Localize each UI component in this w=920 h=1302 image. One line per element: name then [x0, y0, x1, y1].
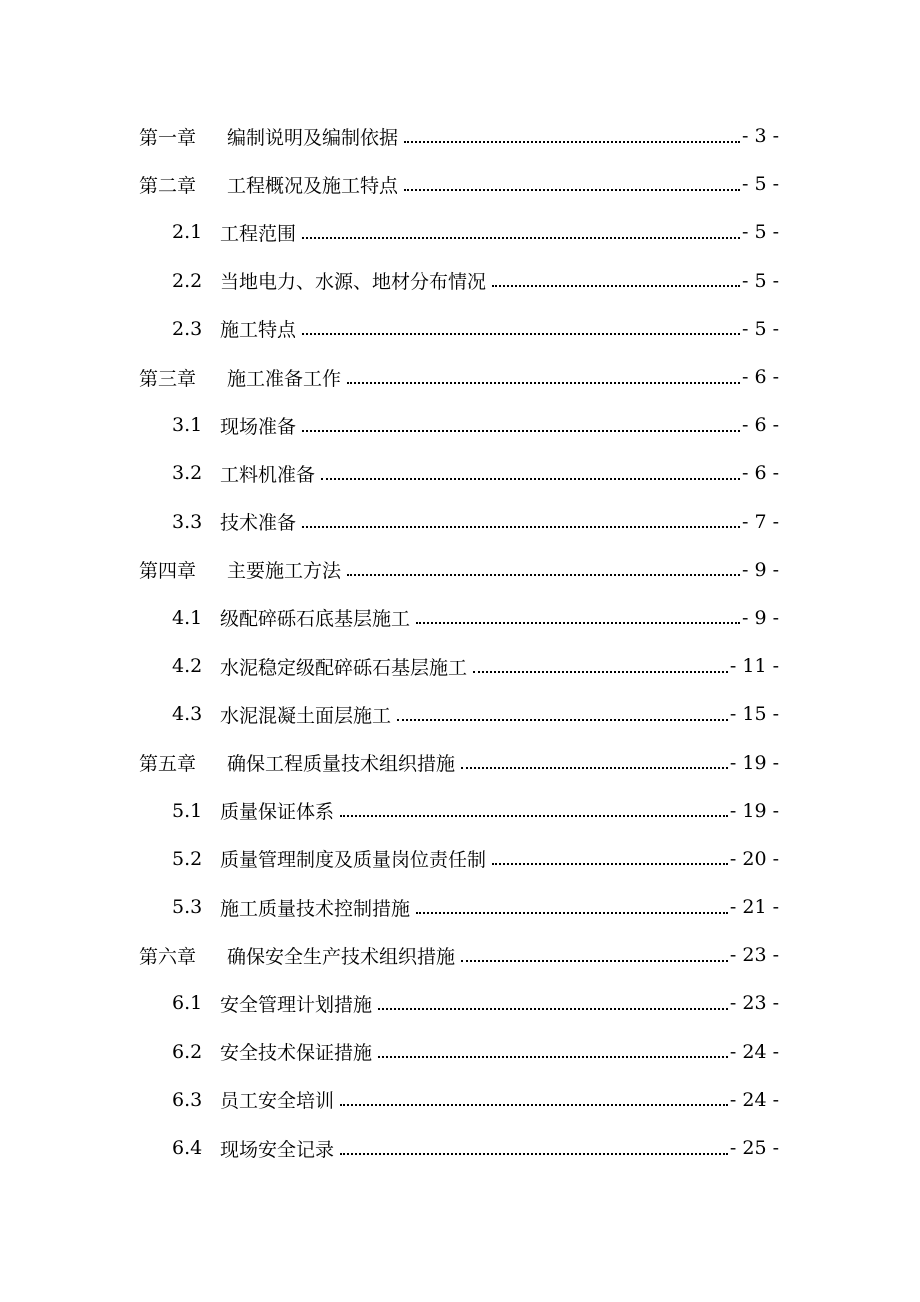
toc-chapter-entry[interactable] — [0, 738, 920, 786]
toc-page-number: - 21 - — [729, 896, 779, 919]
toc-page-number: - 6 - — [741, 462, 779, 485]
toc-chapter-entry[interactable] — [0, 353, 920, 401]
toc-section-entry[interactable] — [0, 305, 920, 353]
toc-dot-leader — [492, 862, 728, 865]
toc-entry-title: 编制说明及编制依据 — [227, 126, 399, 149]
toc-page-number: - 9 - — [741, 558, 779, 581]
toc-dot-leader — [302, 525, 740, 528]
toc-entry-number: 6.1 — [172, 992, 203, 1015]
toc-page-number: - 5 - — [741, 221, 779, 244]
toc-dot-leader — [302, 332, 740, 335]
toc-section-entry[interactable] — [0, 401, 920, 449]
toc-section-entry[interactable] — [0, 498, 920, 546]
toc-page-number: - 11 - — [729, 655, 779, 678]
toc-entry-title: 技术准备 — [220, 512, 297, 535]
toc-page-number: - 5 - — [741, 173, 779, 196]
toc-page-number: - 24 - — [729, 1040, 779, 1063]
toc-dot-leader — [492, 284, 740, 287]
toc-dot-leader — [397, 718, 728, 721]
toc-section-entry[interactable] — [0, 1076, 920, 1124]
toc-entry-number: 3.3 — [172, 510, 203, 533]
toc-page-number: - 20 - — [729, 847, 779, 870]
toc-dot-leader — [416, 911, 728, 914]
toc-entry-number: 3.2 — [172, 462, 203, 485]
toc-page-number: - 3 - — [741, 125, 779, 148]
toc-page-number: - 23 - — [729, 944, 779, 967]
toc-page-number: - 5 - — [741, 317, 779, 340]
toc-chapter-entry[interactable] — [0, 160, 920, 208]
toc-page-number: - 24 - — [729, 1088, 779, 1111]
toc-dot-leader — [302, 236, 740, 239]
toc-entry-number: 3.1 — [172, 414, 203, 437]
toc-page-number: - 9 - — [741, 606, 779, 629]
toc-dot-leader — [473, 670, 728, 673]
toc-entry-title: 施工质量技术控制措施 — [220, 897, 411, 920]
toc-section-entry[interactable] — [0, 1124, 920, 1172]
toc-entry-number: 4.2 — [172, 655, 203, 678]
toc-dot-leader — [461, 766, 728, 769]
toc-dot-leader — [378, 1007, 728, 1010]
toc-entry-number: 6.4 — [172, 1137, 203, 1160]
toc-page-number: - 6 - — [741, 366, 779, 389]
toc-chapter-entry[interactable] — [0, 931, 920, 979]
toc-entry-number: 6.3 — [172, 1088, 203, 1111]
toc-entry-title: 工料机准备 — [220, 463, 316, 486]
toc-dot-leader — [347, 381, 740, 384]
toc-chapter-entry[interactable] — [0, 546, 920, 594]
toc-page-number: - 23 - — [729, 992, 779, 1015]
toc-dot-leader — [404, 140, 740, 143]
toc-entry-number: 第三章 — [139, 367, 197, 390]
table-of-contents — [0, 112, 920, 1172]
toc-entry-title: 工程概况及施工特点 — [227, 174, 399, 197]
toc-dot-leader — [340, 814, 728, 817]
toc-dot-leader — [416, 621, 740, 624]
toc-section-entry[interactable] — [0, 1028, 920, 1076]
toc-section-entry[interactable] — [0, 883, 920, 931]
toc-entry-title: 安全管理计划措施 — [220, 993, 373, 1016]
toc-entry-title: 现场准备 — [220, 415, 297, 438]
toc-page-number: - 19 - — [729, 799, 779, 822]
toc-section-entry[interactable] — [0, 835, 920, 883]
toc-section-entry[interactable] — [0, 594, 920, 642]
toc-dot-leader — [302, 429, 740, 432]
toc-section-entry[interactable] — [0, 208, 920, 256]
toc-entry-title: 质量管理制度及质量岗位责任制 — [220, 849, 487, 872]
toc-entry-number: 第六章 — [139, 945, 197, 968]
toc-section-entry[interactable] — [0, 690, 920, 738]
toc-page-number: - 7 - — [741, 510, 779, 533]
toc-entry-number: 第二章 — [139, 174, 197, 197]
toc-page-number: - 15 - — [729, 703, 779, 726]
toc-entry-number: 2.2 — [172, 269, 203, 292]
toc-entry-number: 5.3 — [172, 896, 203, 919]
toc-entry-title: 员工安全培训 — [220, 1090, 335, 1113]
toc-entry-title: 水泥稳定级配碎砾石基层施工 — [220, 656, 468, 679]
toc-entry-title: 主要施工方法 — [227, 560, 342, 583]
toc-entry-title: 施工特点 — [220, 319, 297, 342]
toc-dot-leader — [340, 1103, 728, 1106]
toc-entry-title: 工程范围 — [220, 222, 297, 245]
toc-entry-title: 确保安全生产技术组织措施 — [227, 945, 456, 968]
toc-page-number: - 25 - — [729, 1137, 779, 1160]
toc-dot-leader — [404, 188, 740, 191]
toc-entry-number: 第一章 — [139, 126, 197, 149]
toc-entry-title: 现场安全记录 — [220, 1138, 335, 1161]
toc-entry-title: 施工准备工作 — [227, 367, 342, 390]
toc-entry-number: 2.1 — [172, 221, 203, 244]
toc-section-entry[interactable] — [0, 257, 920, 305]
toc-dot-leader — [378, 1055, 728, 1058]
toc-entry-number: 4.1 — [172, 606, 203, 629]
toc-entry-title: 确保工程质量技术组织措施 — [227, 753, 456, 776]
toc-entry-number: 5.1 — [172, 799, 203, 822]
toc-entry-number: 6.2 — [172, 1040, 203, 1063]
toc-entry-title: 质量保证体系 — [220, 801, 335, 824]
toc-page-number: - 5 - — [741, 269, 779, 292]
toc-page-number: - 19 - — [729, 751, 779, 774]
toc-section-entry[interactable] — [0, 449, 920, 497]
toc-entry-number: 4.3 — [172, 703, 203, 726]
toc-entry-title: 级配碎砾石底基层施工 — [220, 608, 411, 631]
toc-entry-title: 安全技术保证措施 — [220, 1042, 373, 1065]
toc-section-entry[interactable] — [0, 979, 920, 1027]
toc-dot-leader — [461, 959, 728, 962]
toc-entry-number: 第四章 — [139, 560, 197, 583]
toc-page-number: - 6 - — [741, 414, 779, 437]
toc-entry-number: 第五章 — [139, 753, 197, 776]
toc-entry-number: 5.2 — [172, 847, 203, 870]
toc-entry-title: 当地电力、水源、地材分布情况 — [220, 271, 487, 294]
toc-entry-title: 水泥混凝土面层施工 — [220, 704, 392, 727]
toc-chapter-entry[interactable] — [0, 112, 920, 160]
toc-dot-leader — [347, 573, 740, 576]
toc-dot-leader — [340, 1152, 728, 1155]
toc-section-entry[interactable] — [0, 642, 920, 690]
toc-entry-number: 2.3 — [172, 317, 203, 340]
toc-section-entry[interactable] — [0, 787, 920, 835]
toc-dot-leader — [321, 477, 740, 480]
